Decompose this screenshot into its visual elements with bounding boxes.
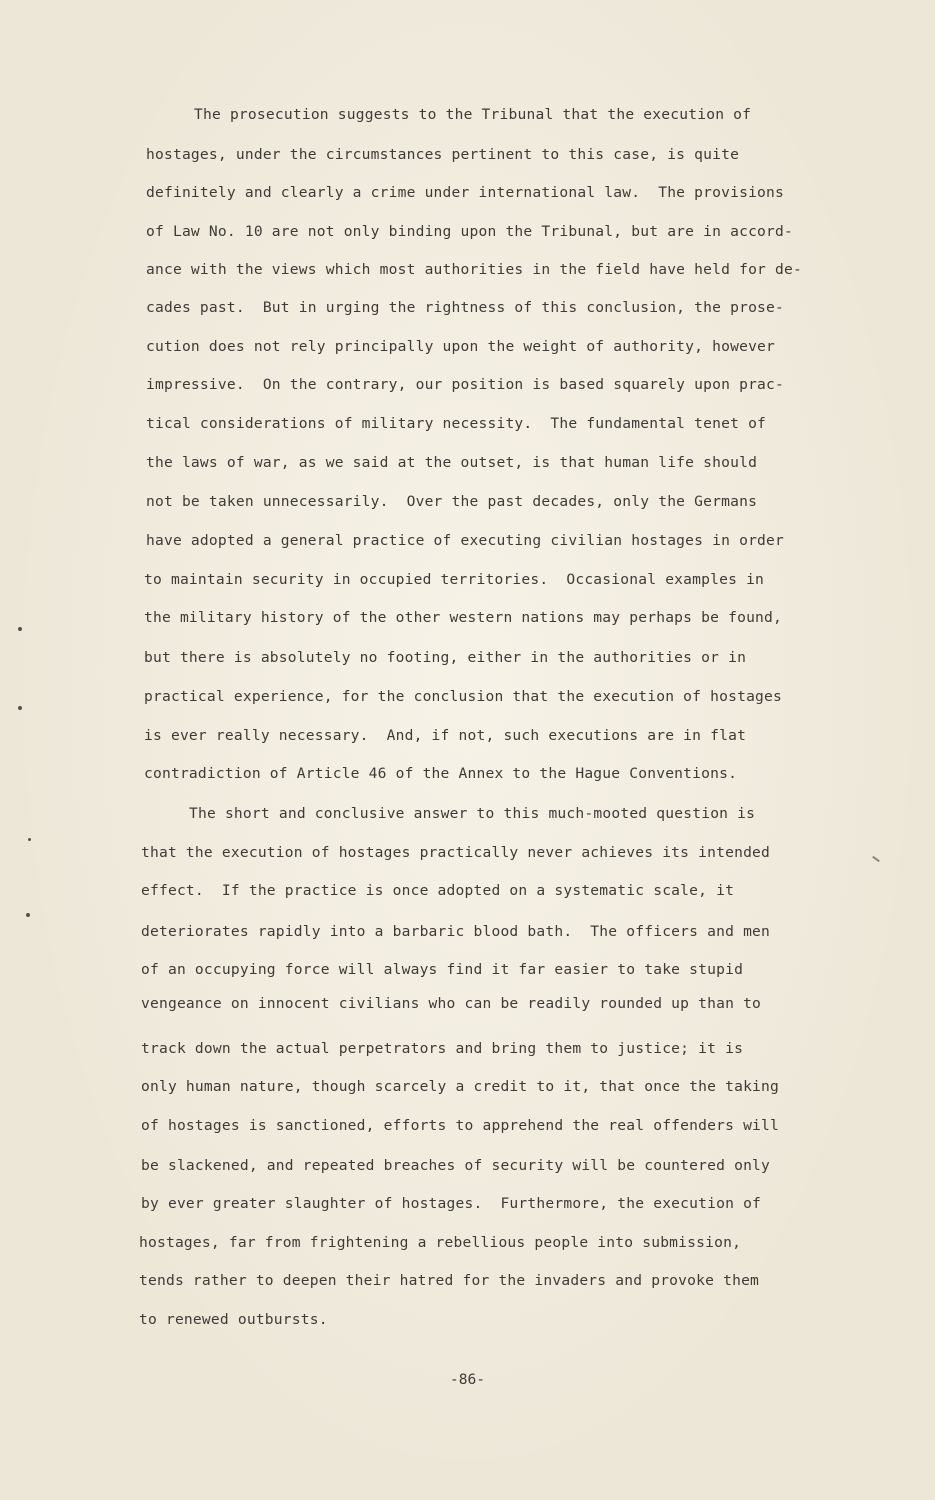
text-line: to maintain security in occupied territories. Occasional examples in bbox=[144, 571, 765, 588]
text-line: to renewed outbursts. bbox=[139, 1311, 328, 1328]
text-line: have adopted a general practice of executing civilian hostages in order bbox=[146, 532, 785, 549]
margin-speck bbox=[26, 913, 30, 917]
text-line: be slackened, and repeated breaches of security will be countered only bbox=[141, 1157, 771, 1174]
text-line: cution does not rely principally upon the weight of authority, however bbox=[146, 338, 776, 355]
text-line: by ever greater slaughter of hostages. Furthermore, the execution of bbox=[141, 1195, 762, 1212]
text-line: that the execution of hostages practically never achieves its intended bbox=[141, 844, 771, 861]
text-line: not be taken unnecessarily. Over the past decades, only the Germans bbox=[146, 493, 758, 510]
text-line: tends rather to deepen their hatred for the invaders and provoke them bbox=[139, 1272, 760, 1289]
text-line: of Law No. 10 are not only binding upon the Tribunal, but are in accord- bbox=[146, 223, 794, 240]
margin-speck bbox=[28, 838, 31, 841]
margin-speck bbox=[18, 627, 22, 631]
margin-mark bbox=[872, 856, 880, 862]
text-line: but there is absolutely no footing, either in the authorities or in bbox=[144, 649, 747, 666]
text-line: impressive. On the contrary, our position is based squarely upon prac- bbox=[146, 376, 785, 393]
text-line: of an occupying force will always find it far easier to take stupid bbox=[141, 961, 744, 978]
text-line: hostages, under the circumstances pertinent to this case, is quite bbox=[146, 146, 740, 163]
text-line: effect. If the practice is once adopted on a systematic scale, it bbox=[141, 882, 735, 899]
text-line: practical experience, for the conclusion that the execution of hostages bbox=[144, 688, 783, 705]
text-line: the military history of the other western nations may perhaps be found, bbox=[144, 609, 783, 626]
text-line: tical considerations of military necessity. The fundamental tenet of bbox=[146, 415, 767, 432]
text-line: ance with the views which most authorities in the field have held for de- bbox=[146, 261, 802, 278]
text-line: contradiction of Article 46 of the Annex to the Hague Conventions. bbox=[144, 765, 738, 782]
text-line: definitely and clearly a crime under international law. The provisions bbox=[146, 184, 785, 201]
text-line: hostages, far from frightening a rebellious people into submission, bbox=[139, 1234, 742, 1251]
text-line: deteriorates rapidly into a barbaric blood bath. The officers and men bbox=[141, 923, 771, 940]
margin-speck bbox=[18, 706, 22, 710]
text-line: cades past. But in urging the rightness of this conclusion, the prose- bbox=[146, 299, 785, 316]
text-line: The prosecution suggests to the Tribunal that the execution of bbox=[194, 106, 752, 123]
page-number: -86- bbox=[449, 1371, 486, 1388]
text-line: only human nature, though scarcely a credit to it, that once the taking bbox=[141, 1078, 780, 1095]
text-line: track down the actual perpetrators and bring them to justice; it is bbox=[141, 1040, 744, 1057]
text-line: the laws of war, as we said at the outset, is that human life should bbox=[146, 454, 758, 471]
text-line: The short and conclusive answer to this much-mooted question is bbox=[189, 805, 756, 822]
text-line: is ever really necessary. And, if not, such executions are in flat bbox=[144, 727, 747, 744]
text-line: of hostages is sanctioned, efforts to apprehend the real offenders will bbox=[141, 1117, 780, 1134]
text-line: vengeance on innocent civilians who can be readily rounded up than to bbox=[141, 995, 762, 1012]
